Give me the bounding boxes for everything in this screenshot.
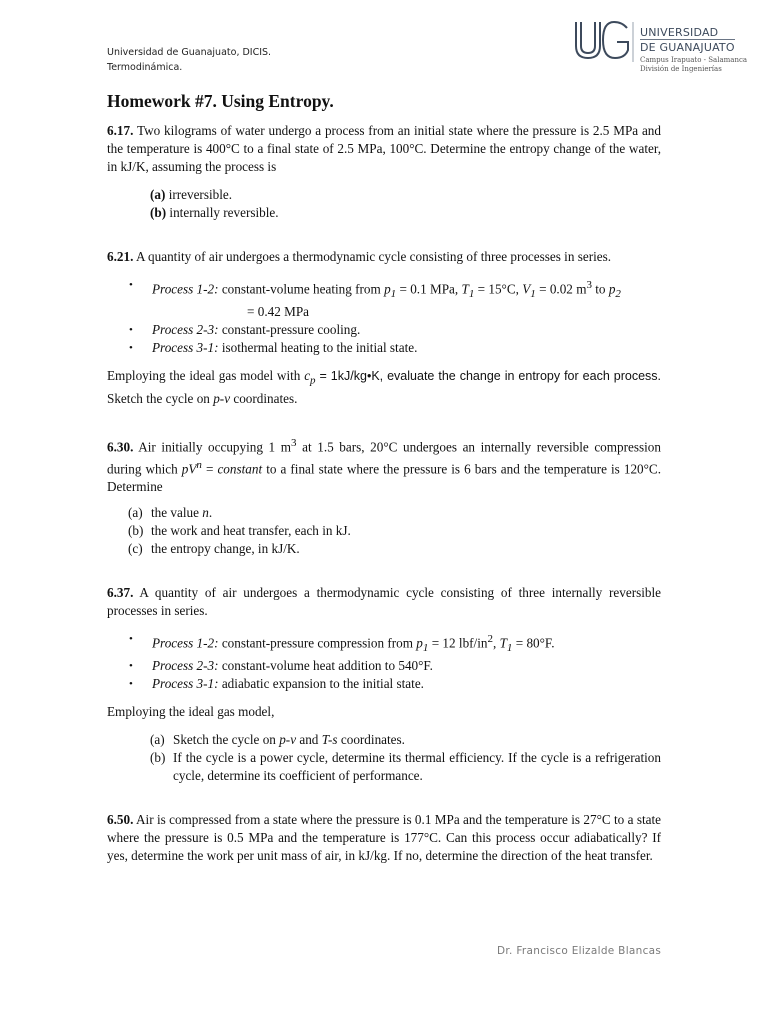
symbol: c: [304, 368, 311, 384]
list-item: [129, 339, 661, 357]
part-text: [151, 504, 661, 522]
problem-instruction: [107, 367, 661, 408]
text-run: Air initially occupying 1 m: [133, 439, 292, 455]
part-a: [150, 186, 661, 204]
text-run: .: [208, 505, 213, 521]
logo-sub-line2: División de Ingenierías: [640, 65, 722, 73]
process-label: Process 2-3:: [152, 658, 219, 674]
symbol: T: [461, 281, 469, 297]
course-header: [107, 45, 271, 75]
problem-number: 6.37.: [107, 585, 134, 601]
text-run: = 0.02 m: [535, 281, 587, 297]
part-label: (a): [150, 187, 166, 202]
problem-text: [107, 248, 661, 266]
part-label: (a): [128, 505, 143, 521]
problem-text: [107, 584, 661, 620]
process-label: Process 3-1:: [152, 676, 219, 692]
process-label: Process 1-2:: [152, 635, 219, 651]
part-label: (b): [128, 523, 144, 539]
logo-sub-line1: Campus Irapuato - Salamanca: [640, 56, 748, 64]
text-run: = 0.1 MPa,: [396, 281, 462, 297]
problem-statement: Air is compressed from a state where the pressure is 0.1 MPa and the temperature is 27°C to a state where the pressure is 0.5 MPa and the temperature is 177°C. Can this process occur adiabatically? If yes, determine the work per unit mass of air, in kJ/kg. If no, determine the direction of the heat transfer.: [107, 812, 661, 864]
logo-name-line1: UNIVERSIDAD: [640, 26, 719, 39]
problem-parts: [128, 504, 661, 558]
author-footer: Dr. Francisco Elizalde Blancas: [497, 945, 662, 957]
symbol: constant: [217, 461, 263, 477]
symbol: p-v: [279, 732, 297, 748]
problem-text: [107, 122, 661, 176]
text-run: Sketch the cycle on: [173, 732, 280, 748]
symbol: p: [608, 281, 616, 297]
text-run: constant-volume heating from: [218, 281, 385, 297]
list-item: [129, 630, 661, 657]
part-text: irreversible.: [165, 187, 233, 202]
symbol: p-v: [213, 390, 231, 406]
text-run: adiabatic expansion to the initial state.: [218, 676, 424, 692]
text-run: to: [591, 281, 609, 297]
problem-instruction: Employing the ideal gas model,: [107, 704, 275, 720]
problem-statement: A quantity of air undergoes a thermodynamic cycle consisting of three processes in series.: [135, 249, 612, 264]
part-a: [150, 731, 661, 749]
header-course: Termodinámica.: [107, 62, 183, 73]
process-label: Process 2-3:: [152, 322, 219, 338]
bullet-icon: •: [129, 678, 133, 691]
symbol: p: [384, 281, 391, 297]
process-label: Process 1-2:: [152, 281, 219, 297]
problem-statement: Two kilograms of water undergo a process from an initial state where the pressure is 2.5 MPa and the temperature is 400°C to a final state of 2.5 MPa, 100°C. Determine the entropy change of the water, in kJ/K, assuming the process is: [107, 123, 661, 174]
text-run: constant-volume heat addition to 540°F.: [218, 658, 433, 674]
list-item: [129, 321, 661, 339]
symbol: n: [202, 505, 209, 521]
process-list: [107, 630, 661, 693]
ug-logo-icon: [573, 18, 635, 64]
part-b: [150, 204, 661, 222]
process-text: [152, 630, 661, 657]
text-run: to a final state where the pressure is 6 bars and the temperature is 120°C. Determine: [107, 461, 661, 495]
part-label: (c): [128, 541, 143, 557]
process-text: [152, 321, 661, 339]
part-b: [128, 522, 661, 540]
part-text: [173, 731, 661, 749]
text-run: at 1.5 bars, 20°C undergoes an internally reversible compression during which: [107, 439, 661, 477]
problem-parts: [150, 186, 661, 222]
problem-6-17: [107, 122, 661, 222]
problem-number: 6.17.: [107, 123, 134, 138]
problem-6-21: [107, 248, 661, 408]
superscript: 3: [586, 279, 592, 291]
process-text: [152, 657, 661, 675]
part-text: the entropy change, in kJ/K.: [151, 541, 300, 557]
text-run: = 80°F.: [512, 635, 555, 651]
text-run: Sketch the cycle on: [107, 390, 214, 406]
text-run: and: [296, 732, 322, 748]
symbol: pV: [181, 461, 197, 477]
bullet-icon: •: [129, 279, 133, 291]
part-label: (a): [150, 732, 165, 748]
bullet-icon: •: [129, 342, 133, 355]
text-run: coordinates.: [337, 732, 405, 748]
part-label: (b): [150, 750, 166, 766]
text-run: = 0.42 MPa: [247, 304, 310, 320]
university-logo: [573, 18, 763, 80]
bullet-icon: •: [129, 660, 133, 673]
part-c: [128, 540, 661, 558]
list-item: [129, 276, 661, 321]
subscript: 1: [506, 642, 513, 655]
subscript: 1: [390, 288, 397, 301]
bullet-icon: •: [129, 324, 133, 337]
text-run: the value: [151, 505, 203, 521]
problem-number: 6.21.: [107, 249, 134, 264]
symbol: V: [522, 281, 531, 297]
subscript: 2: [615, 288, 621, 301]
logo-wordmark: [640, 26, 735, 54]
part-a: [128, 504, 661, 522]
superscript: 2: [487, 633, 493, 646]
superscript: n: [196, 459, 202, 472]
list-item: [129, 675, 661, 693]
problem-number: 6.30.: [107, 439, 134, 455]
subscript: 1: [422, 642, 429, 655]
header-university: Universidad de Guanajuato, DICIS.: [107, 47, 272, 58]
text-run: = 12 lbf/in: [428, 635, 488, 651]
problem-6-30: [107, 434, 661, 559]
process-text: [152, 276, 661, 321]
text-run: constant-pressure compression from: [218, 635, 417, 651]
logo-campus: [640, 56, 747, 74]
problem-number: 6.50.: [107, 812, 134, 828]
text-run: isothermal heating to the initial state.: [218, 340, 418, 356]
symbol: p: [416, 635, 423, 651]
text-run: coordinates.: [230, 390, 298, 406]
text-run: constant-pressure cooling.: [218, 322, 361, 338]
subscript: p: [310, 374, 316, 387]
logo-name-line2: DE GUANAJUATO: [640, 41, 735, 54]
problem-parts: [150, 731, 661, 785]
text-run: = 15°C,: [474, 281, 523, 297]
text-run: =: [201, 461, 218, 477]
subscript: 1: [468, 288, 475, 301]
text-run: ,: [492, 635, 500, 651]
homework-body: [107, 90, 661, 891]
process-label: Process 3-1:: [152, 340, 219, 356]
part-label: (b): [150, 205, 167, 220]
problem-6-50: [107, 811, 661, 865]
symbol: T-s: [321, 732, 338, 748]
bullet-icon: •: [129, 633, 133, 646]
subscript: 1: [530, 288, 536, 301]
part-b: [150, 749, 661, 785]
problem-text: [107, 811, 661, 865]
superscript: 3: [291, 436, 297, 449]
process-text: [152, 675, 661, 693]
part-text: internally reversible.: [166, 205, 279, 220]
part-text: If the cycle is a power cycle, determine its thermal efficiency. If the cycle is a refrigeration cycle, determine its coefficient of performance.: [173, 750, 661, 784]
text-run: = 1kJ/kg•K, evaluate the change in entropy for each process.: [315, 369, 661, 384]
text-run: Employing the ideal gas model with: [107, 368, 305, 384]
problem-6-37: [107, 584, 661, 785]
list-item: [129, 657, 661, 675]
problem-statement: A quantity of air undergoes a thermodynamic cycle consisting of three internally reversible processes in series.: [107, 585, 661, 619]
process-list: [107, 276, 661, 357]
symbol: T: [499, 635, 507, 651]
page-title: Homework #7. Using Entropy.: [107, 91, 334, 111]
process-text: [152, 339, 661, 357]
problem-text: [107, 434, 661, 497]
part-text: the work and heat transfer, each in kJ.: [151, 523, 351, 539]
